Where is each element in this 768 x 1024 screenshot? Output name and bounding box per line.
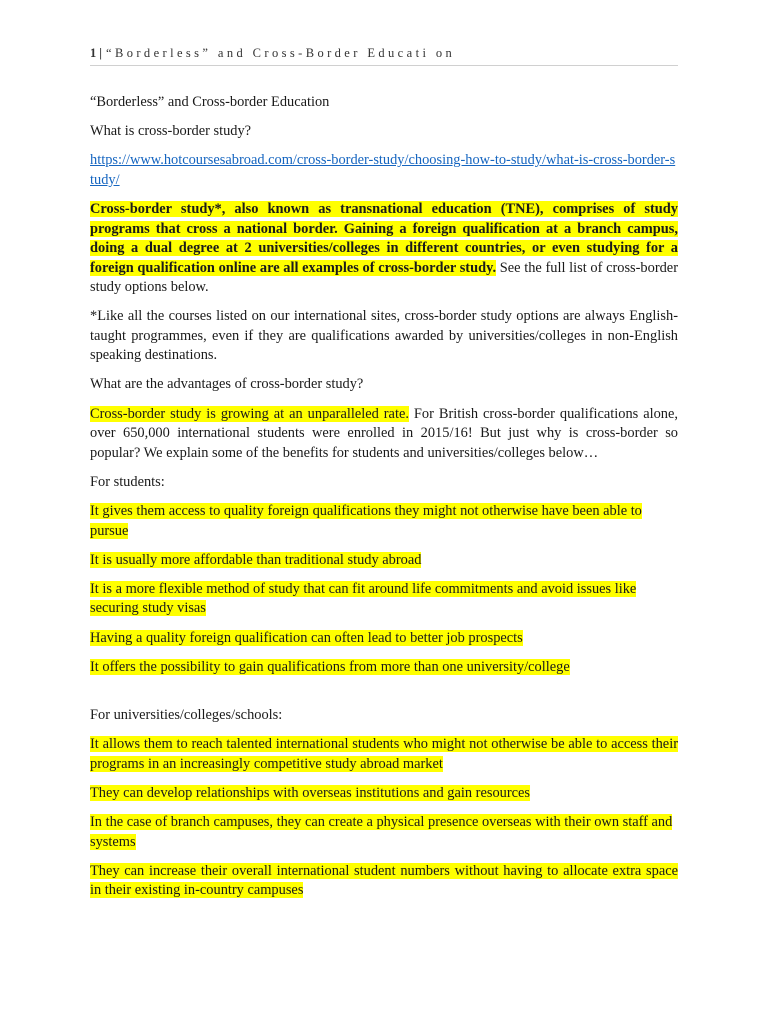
growth-highlight: Cross-border study is growing at an unparalleled rate. xyxy=(90,405,409,422)
source-link[interactable]: https://www.hotcoursesabroad.com/cross-border-study/choosing-how-to-study/what-is-cross-border-study/ xyxy=(90,152,676,188)
students-heading: For students: xyxy=(90,473,165,490)
universities-item: They can increase their overall international student numbers without having to allocate extra space in their existing in-country campuses xyxy=(90,862,678,899)
students-item: It gives them access to quality foreign qualifications they might not otherwise have been able to pursue xyxy=(90,503,642,539)
universities-item: It allows them to reach talented international students who might not otherwise be able to access their programs in an increasingly competitive study abroad market xyxy=(90,736,678,772)
header-title: “Borderless” and Cross-Border Educati on xyxy=(106,46,456,60)
universities-item: In the case of branch campuses, they can create a physical presence overseas with their own staff and systems xyxy=(90,814,673,850)
growth-rest: For British cross-border qualifications alone, over 650,000 international students were enrolled in 2015/16! But just why is cross-border so popular? We explain some of the benefits for students and universities/colleges below… xyxy=(90,405,678,461)
students-item: Having a quality foreign qualification can often lead to better job prospects xyxy=(90,629,523,646)
page-header xyxy=(90,46,678,61)
students-item: It is a more flexible method of study that can fit around life commitments and avoid issues like securing study visas xyxy=(90,580,637,617)
definition-rest: See the full list of cross-border study options below. xyxy=(90,259,678,296)
universities-heading: For universities/colleges/schools: xyxy=(90,706,283,723)
question-what-is: What is cross-border study? xyxy=(90,123,252,140)
definition-highlight: Cross-border study*, also known as transnational education (TNE), comprises of study programs that cross a national border. Gaining a foreign qualification at a branch campus, doing a dual degree at 2 universities/colleges in different countries, or even studying for a foreign qualification online are all examples of cross-border study. xyxy=(90,201,678,276)
header-rule xyxy=(90,65,678,66)
source-link-paragraph xyxy=(90,151,678,190)
note-paragraph: *Like all the courses listed on our international sites, cross-border study options are always English-taught programmes, even if they are qualifications awarded by universities/colleges in non-English speaking destinations. xyxy=(90,308,678,364)
document-title: “Borderless” and Cross-border Education xyxy=(90,94,330,110)
page-number: 1 xyxy=(90,46,98,60)
students-item: It is usually more affordable than traditional study abroad xyxy=(90,551,422,568)
growth-paragraph xyxy=(90,405,678,464)
section-spacer xyxy=(90,687,678,706)
document-body xyxy=(90,93,678,910)
universities-item: They can develop relationships with overseas institutions and gain resources xyxy=(90,784,531,801)
students-item: It offers the possibility to gain qualifications from more than one university/college xyxy=(90,658,570,675)
question-advantages: What are the advantages of cross-border study? xyxy=(90,376,364,393)
definition-paragraph xyxy=(90,200,678,298)
header-separator: | xyxy=(99,46,103,60)
